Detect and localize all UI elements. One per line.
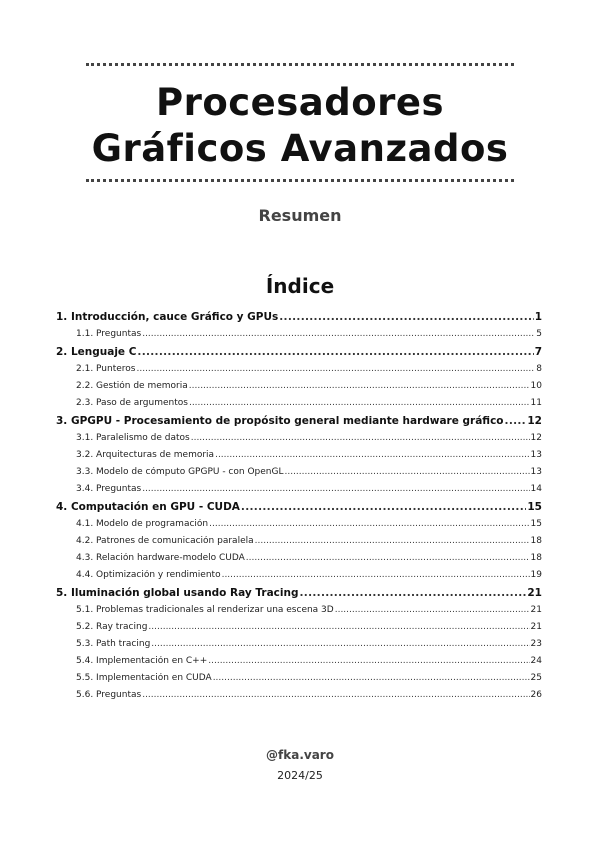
toc-subsection-entry[interactable]: [56, 656, 542, 673]
toc-entry-label: 3.2. Arquitecturas de memoria: [76, 450, 215, 460]
toc-section-entry[interactable]: [56, 501, 542, 519]
toc-dot-leader: [246, 553, 530, 563]
toc-dot-leader: [255, 536, 530, 546]
toc-dot-leader: [142, 484, 529, 494]
toc-dot-leader: [137, 346, 533, 358]
toc-section-entry[interactable]: [56, 346, 542, 364]
toc-entry-label: 2.3. Paso de argumentos: [76, 398, 188, 408]
toc-entry-label: 4.4. Optimización y rendimiento: [76, 570, 221, 580]
toc-entry-page-number: 21: [527, 587, 542, 599]
toc-entry-page-number: 25: [530, 673, 542, 683]
toc-entry-page-number: 12: [530, 433, 542, 443]
toc-entry-label: 3.4. Preguntas: [76, 484, 142, 494]
toc-dot-leader: [209, 519, 529, 529]
toc-subsection-entry[interactable]: [56, 519, 542, 536]
toc-subsection-entry[interactable]: [56, 329, 542, 346]
toc-heading: Índice: [265, 274, 335, 298]
toc-subsection-entry[interactable]: [56, 484, 542, 501]
toc-entry-page-number: 11: [530, 398, 542, 408]
toc-subsection-entry[interactable]: [56, 673, 542, 690]
toc-subsection-entry[interactable]: [56, 381, 542, 398]
toc-subsection-entry[interactable]: [56, 553, 542, 570]
toc-dot-leader: [284, 467, 529, 477]
toc-entry-label: 5.4. Implementación en C++: [76, 656, 208, 666]
toc-entry-label: 5.1. Problemas tradicionales al renderizar una escena 3D: [76, 605, 334, 615]
title-line-1: Procesadores: [155, 81, 445, 124]
toc-entry-label: 3.3. Modelo de cómputo GPGPU - con OpenGL: [76, 467, 284, 477]
toc-subsection-entry[interactable]: [56, 467, 542, 484]
toc-entry-page-number: 21: [530, 622, 542, 632]
toc-subsection-entry[interactable]: [56, 364, 542, 381]
toc-entry-page-number: 12: [527, 415, 542, 427]
toc-dot-leader: [208, 656, 529, 666]
toc-entry-page-number: 5: [536, 329, 542, 339]
toc-dot-leader: [222, 570, 530, 580]
toc-entry-page-number: 13: [530, 450, 542, 460]
toc-dot-leader: [148, 622, 529, 632]
toc-entry-page-number: 18: [530, 553, 542, 563]
toc-subsection-entry[interactable]: [56, 433, 542, 450]
bottom-dotted-divider: [86, 179, 514, 182]
toc-subsection-entry[interactable]: [56, 639, 542, 656]
toc-section-entry[interactable]: [56, 587, 542, 605]
toc-entry-page-number: 21: [530, 605, 542, 615]
toc-entry-page-number: 26: [530, 690, 542, 700]
toc-entry-label: 5.3. Path tracing: [76, 639, 151, 649]
toc-entry-page-number: 18: [530, 536, 542, 546]
toc-dot-leader: [505, 415, 527, 427]
toc-dot-leader: [300, 587, 527, 599]
toc-subsection-entry[interactable]: [56, 605, 542, 622]
toc-entry-label: 1. Introducción, cauce Gráfico y GPUs: [56, 311, 279, 323]
document-subtitle: Resumen: [258, 206, 342, 225]
toc-entry-page-number: 15: [527, 501, 542, 513]
toc-entry-label: 1.1. Preguntas: [76, 329, 142, 339]
toc-entry-label: 4.3. Relación hardware-modelo CUDA: [76, 553, 245, 563]
toc-subsection-entry[interactable]: [56, 450, 542, 467]
toc-entry-label: 3. GPGPU - Procesamiento de propósito general mediante hardware gráfico: [56, 415, 504, 427]
toc-dot-leader: [215, 450, 529, 460]
toc-entry-label: 5.2. Ray tracing: [76, 622, 148, 632]
toc-entry-page-number: 15: [530, 519, 542, 529]
toc-entry-label: 4.2. Patrones de comunicación paralela: [76, 536, 254, 546]
toc-entry-page-number: 8: [536, 364, 542, 374]
toc-entry-page-number: 1: [534, 311, 542, 323]
toc-entry-label: 3.1. Paralelismo de datos: [76, 433, 190, 443]
toc-dot-leader: [136, 364, 535, 374]
toc-dot-leader: [142, 329, 535, 339]
toc-dot-leader: [241, 501, 526, 513]
toc-subsection-entry[interactable]: [56, 570, 542, 587]
toc-entry-page-number: 14: [530, 484, 542, 494]
toc-entry-label: 5.6. Preguntas: [76, 690, 142, 700]
toc-entry-label: 5. Iluminación global usando Ray Tracing: [56, 587, 299, 599]
toc-subsection-entry[interactable]: [56, 536, 542, 553]
toc-dot-leader: [335, 605, 530, 615]
toc-entry-page-number: 19: [530, 570, 542, 580]
title-line-2: Gráficos Avanzados: [91, 127, 509, 170]
top-dotted-divider: [86, 63, 514, 66]
toc-entry-label: 2.1. Punteros: [76, 364, 136, 374]
toc-entry-label: 4. Computación en GPU - CUDA: [56, 501, 240, 513]
toc-entry-label: 2.2. Gestión de memoria: [76, 381, 188, 391]
toc-section-entry[interactable]: [56, 415, 542, 433]
toc-dot-leader: [189, 381, 530, 391]
toc-entry-page-number: 24: [530, 656, 542, 666]
toc-entry-page-number: 10: [530, 381, 542, 391]
toc-entry-label: 4.1. Modelo de programación: [76, 519, 209, 529]
toc-entry-page-number: 7: [534, 346, 542, 358]
toc-entry-label: 2. Lenguaje C: [56, 346, 137, 358]
document-title: [0, 80, 600, 172]
toc-subsection-entry[interactable]: [56, 622, 542, 639]
table-of-contents: [56, 311, 542, 707]
toc-entry-page-number: 13: [530, 467, 542, 477]
toc-entry-label: 5.5. Implementación en CUDA: [76, 673, 212, 683]
toc-dot-leader: [279, 311, 533, 323]
author-handle: @fka.varo: [266, 748, 334, 762]
toc-dot-leader: [213, 673, 530, 683]
toc-dot-leader: [142, 690, 529, 700]
academic-year: 2024/25: [277, 769, 323, 782]
toc-dot-leader: [189, 398, 530, 408]
toc-subsection-entry[interactable]: [56, 690, 542, 707]
toc-dot-leader: [151, 639, 529, 649]
toc-dot-leader: [191, 433, 530, 443]
toc-entry-page-number: 23: [530, 639, 542, 649]
toc-subsection-entry[interactable]: [56, 398, 542, 415]
toc-section-entry[interactable]: [56, 311, 542, 329]
